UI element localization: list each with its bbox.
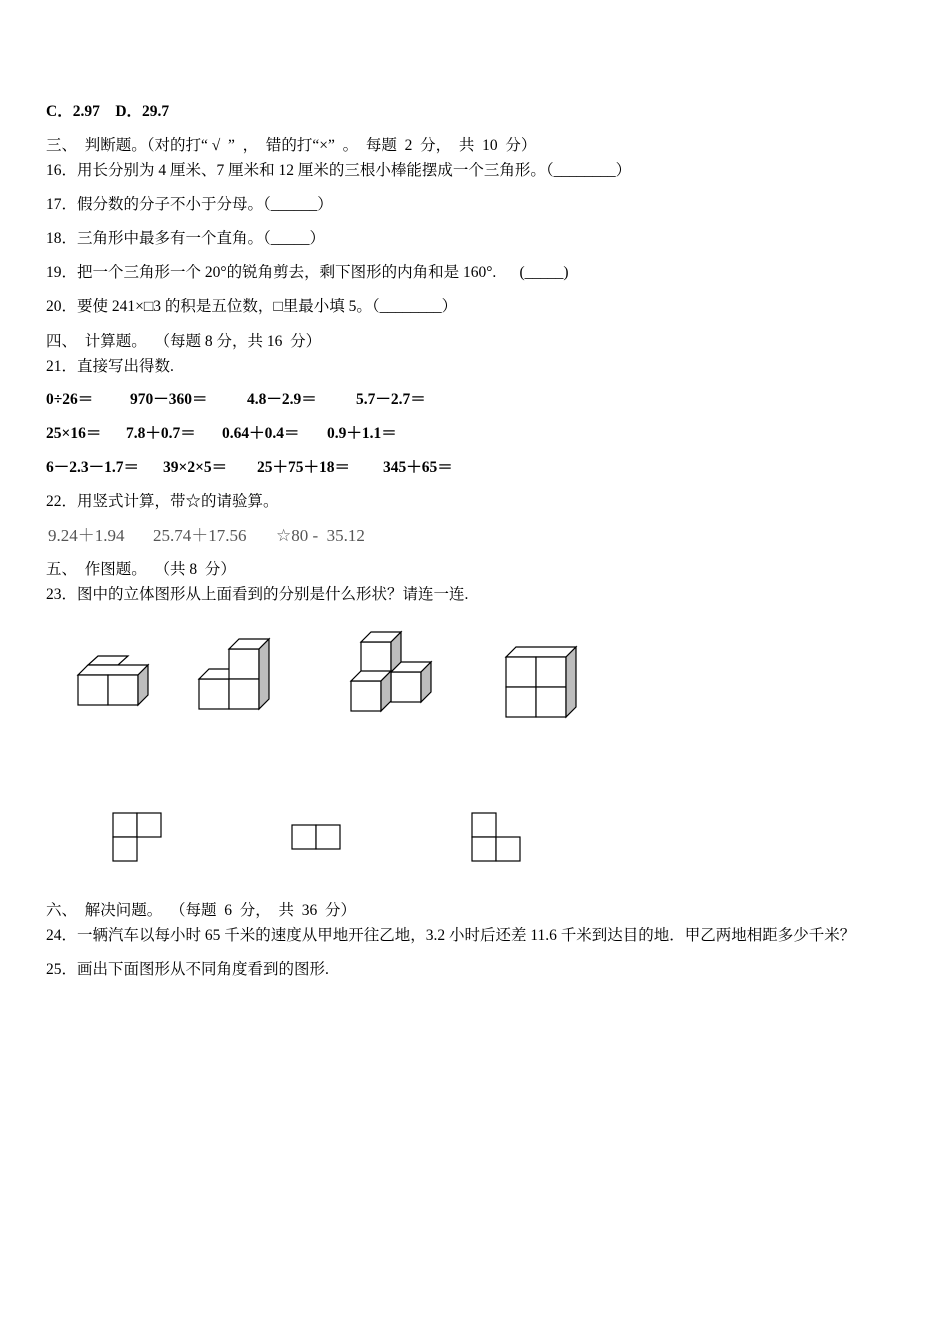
vertical-calc-item: ☆80 - 35.12 — [276, 526, 365, 545]
question-18: 18．三角形中最多有一个直角。（_____） — [46, 230, 326, 247]
section-6-heading: 六、 解决问题。 （每题 6 分， 共 36 分） — [46, 902, 357, 919]
question-22: 22．用竖式计算，带☆的请验算。 — [46, 493, 279, 510]
question-25: 25．画出下面图形从不同角度看到的图形. — [46, 961, 329, 978]
calc-item: 25＋75＋18＝ — [257, 459, 351, 476]
calc-item: 0÷26＝ — [46, 391, 94, 408]
calc-item: 25×16＝ — [46, 425, 102, 442]
calc-item: 970－360＝ — [130, 391, 208, 408]
question-19: 19．把一个三角形一个 20°的锐角剪去，剩下图形的内角和是 160°. (_____) — [46, 264, 569, 281]
section-5-heading: 五、 作图题。 （共 8 分） — [46, 561, 236, 578]
top-view-1 — [113, 813, 161, 861]
calc-item: 0.9＋1.1＝ — [327, 425, 397, 442]
solid-figure-3 — [351, 632, 431, 711]
section-4-heading: 四、 计算题。 （每题 8 分，共 16 分） — [46, 333, 322, 350]
calc-item: 39×2×5＝ — [163, 459, 228, 476]
question-20: 20．要使 241×□3 的积是五位数，□里最小填 5。（________） — [46, 298, 458, 315]
vertical-calc-item: 25.74＋17.56 — [153, 526, 247, 545]
question-23: 23．图中的立体图形从上面看到的分别是什么形状？请连一连. — [46, 586, 469, 603]
question-17: 17．假分数的分子不小于分母。（______） — [46, 196, 333, 213]
option-line-c-d: C．2.97 D．29.7 — [46, 103, 170, 120]
calc-item: 4.8－2.9＝ — [247, 391, 317, 408]
solid-figure-2 — [199, 639, 269, 709]
vertical-calc-item: 9.24＋1.94 — [48, 526, 125, 545]
calc-item: 7.8＋0.7＝ — [126, 425, 196, 442]
question-21: 21．直接写出得数. — [46, 358, 174, 375]
calc-item: 6－2.3－1.7＝ — [46, 459, 140, 476]
calc-item: 5.7－2.7＝ — [356, 391, 426, 408]
solid-figure-1 — [78, 656, 148, 705]
top-view-2 — [292, 825, 340, 849]
solid-figure-4 — [506, 647, 576, 717]
calc-item: 0.64＋0.4＝ — [222, 425, 300, 442]
question-24: 24．一辆汽车以每小时 65 千米的速度从甲地开往乙地，3.2 小时后还差 11.6 千米到达目的地．甲乙两地相距多少千米？ — [46, 927, 856, 944]
question-16: 16．用长分别为 4 厘米、7 厘米和 12 厘米的三根小棒能摆成一个三角形。（________） — [46, 162, 632, 179]
section-3-heading: 三、 判断题。（对的打“ √ ” ， 错的打“×” 。 每题 2 分， 共 10 分） — [46, 137, 537, 154]
calc-item: 345＋65＝ — [383, 459, 453, 476]
top-view-3 — [472, 813, 520, 861]
